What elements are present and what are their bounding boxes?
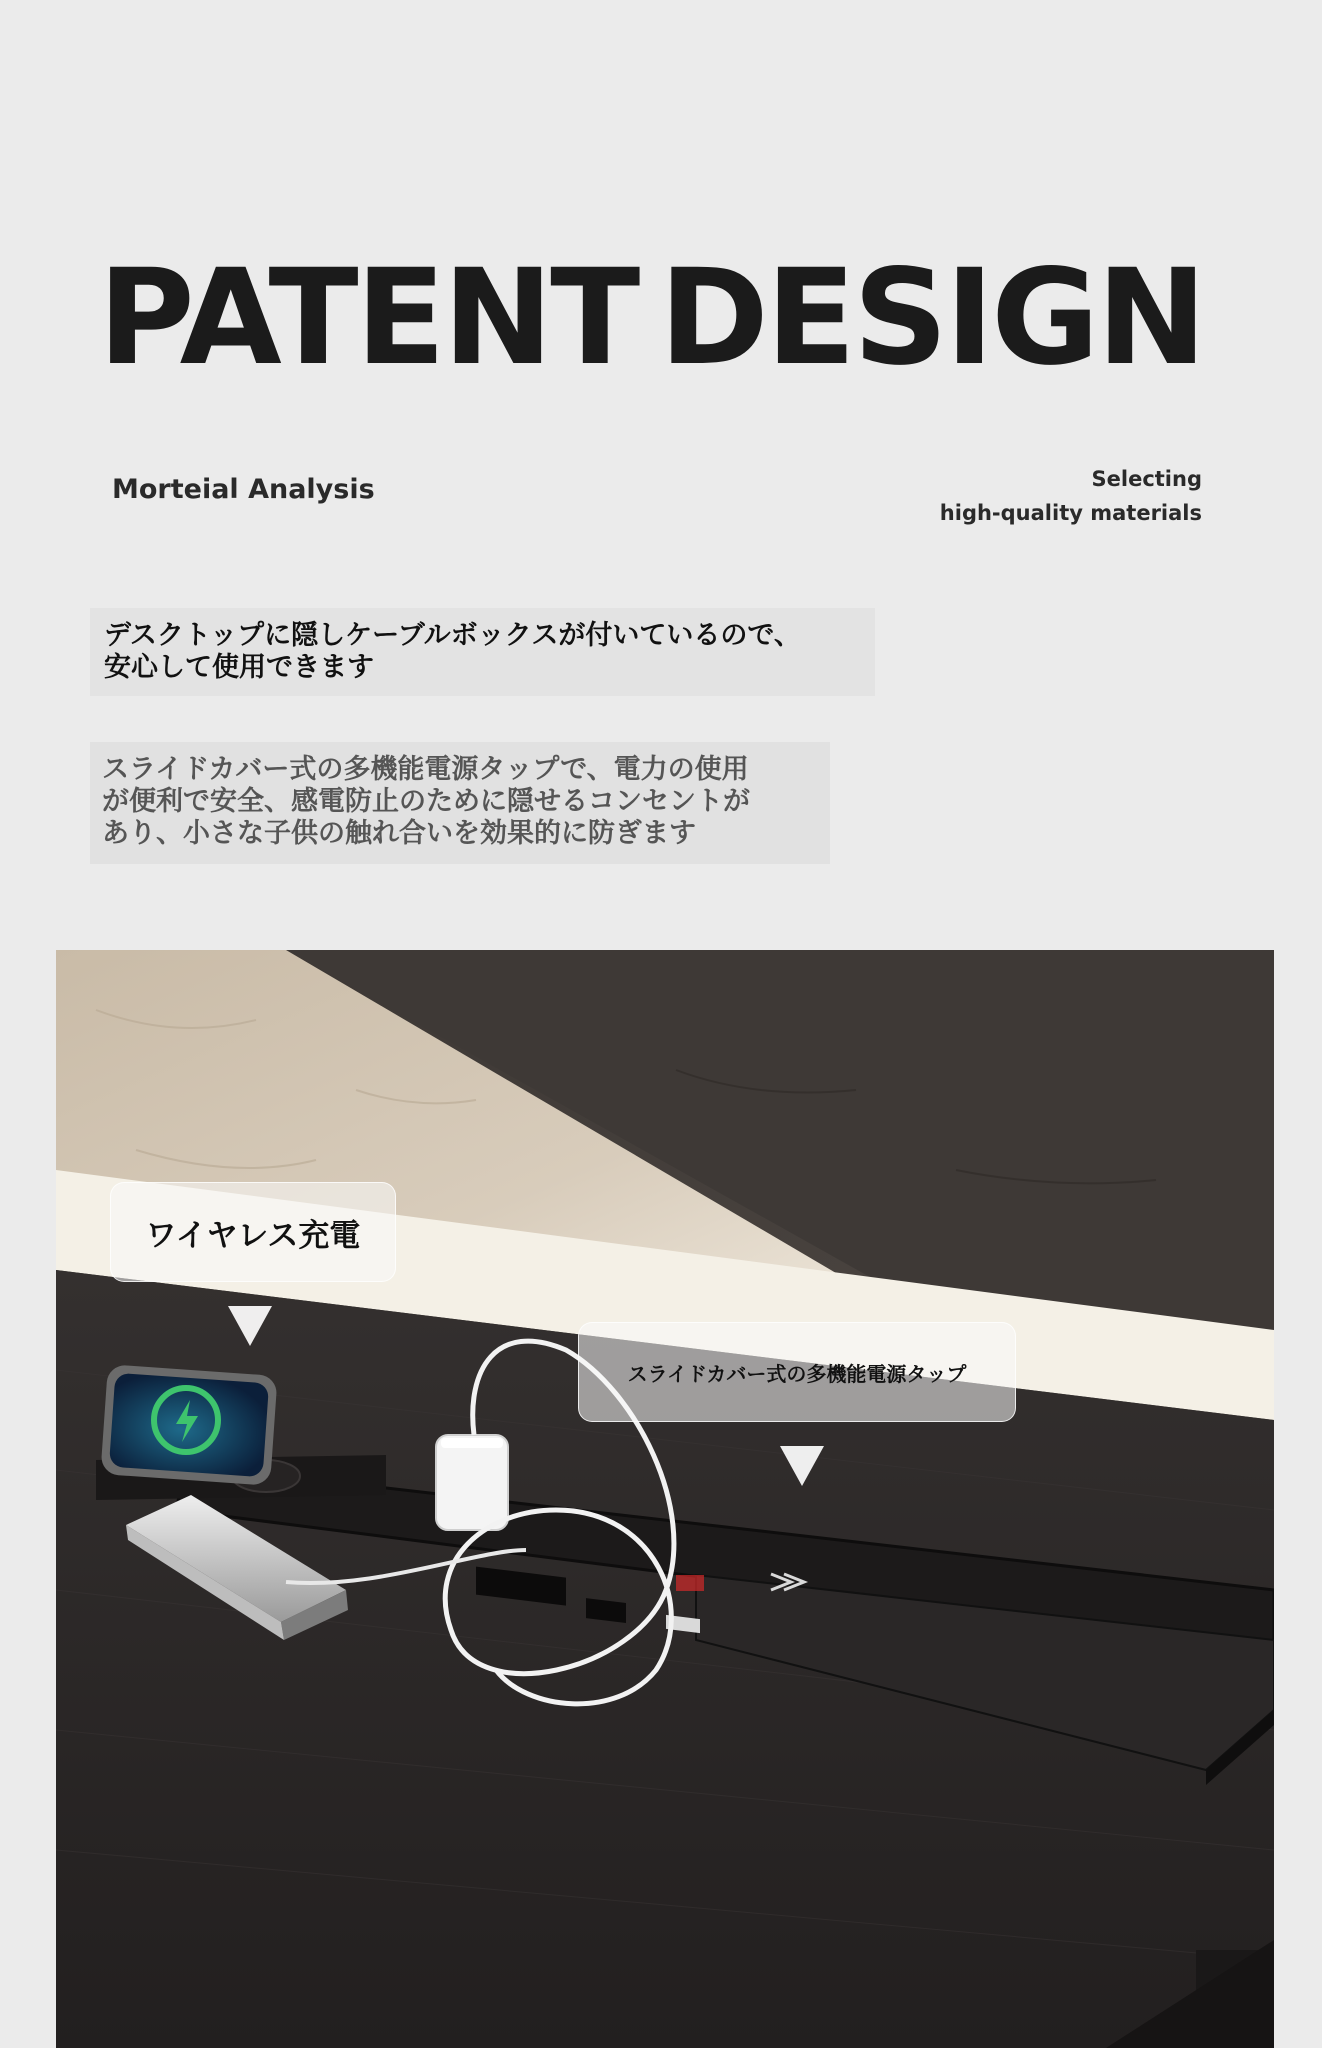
headline-word-design: DESIGN: [659, 241, 1204, 395]
triangle-down-icon: [780, 1446, 824, 1486]
cable-box-line-2: 安心して使用できます: [104, 652, 374, 683]
material-analysis-label: Morteial Analysis: [112, 474, 375, 505]
power-strip-callout: スライドカバー式の多機能電源タップ: [578, 1322, 1016, 1422]
cable-box-line-1: デスクトップに隠しケーブルボックスが付いているので、: [104, 620, 801, 651]
headline-word-patent: PATENT: [98, 241, 638, 395]
power-strip-line-3: あり、小さな子供の触れ合いを効果的に防ぎます: [102, 818, 696, 849]
charger-illustration: [436, 1435, 508, 1530]
desk-scene-illustration: [56, 950, 1274, 2048]
triangle-down-icon: [228, 1306, 272, 1346]
headline: [0, 241, 1322, 395]
wireless-charging-callout: ワイヤレス充電: [110, 1182, 396, 1282]
quality-materials-label: [940, 462, 1202, 530]
phone-illustration: [100, 1364, 277, 1486]
power-strip-line-2: が便利で安全、感電防止のために隠せるコンセントが: [102, 786, 750, 817]
quality-line-2: high-quality materials: [939, 501, 1202, 525]
product-photo: [56, 950, 1274, 2048]
cable-box-description: [90, 608, 875, 696]
power-strip-description: [90, 742, 830, 864]
power-strip-line-1: スライドカバー式の多機能電源タップで、電力の使用: [102, 754, 749, 785]
quality-line-1: Selecting: [1091, 467, 1202, 491]
